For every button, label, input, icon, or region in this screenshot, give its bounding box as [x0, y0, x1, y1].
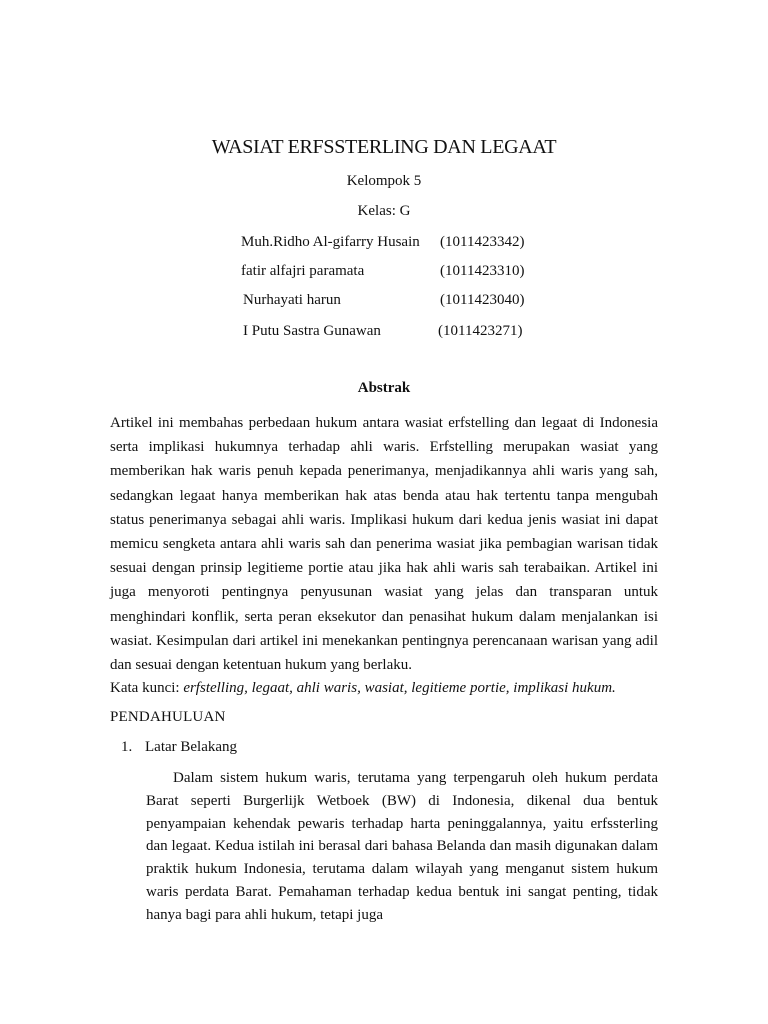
section-heading: PENDAHULUAN — [110, 709, 226, 725]
member-id: (1011423271) — [438, 323, 523, 339]
body-paragraph: Dalam sistem hukum waris, terutama yang terpengaruh oleh hukum perdata Barat seperti Burgerlijk Wetboek (BW) di Indonesia, dikenal dua bentuk penyampaian kehendak pewaris terhadap harta peninggalannya, yaitu erfssterling dan legaat. Kedua istilah ini berasal dari bahasa Belanda dan masih digunakan dalam praktik hukum Indonesia, terutama dalam wilayah yang menganut sistem hukum waris perdata Barat. Pemahaman terhadap kedua bentuk ini sangat penting, tidak hanya bagi para ahli hukum, tetapi juga — [146, 770, 658, 923]
subsection-title: Latar Belakang — [145, 739, 238, 755]
abstract-heading: Abstrak — [357, 380, 411, 396]
member-name: Muh.Ridho Al-gifarry Husain — [241, 234, 420, 250]
member-id: (1011423310) — [440, 263, 525, 279]
document-title: WASIAT ERFSSTERLING DAN LEGAAT — [211, 136, 557, 158]
member-name: fatir alfajri paramata — [241, 263, 365, 279]
keywords-label: Kata kunci: — [110, 680, 180, 696]
abstract-text: Artikel ini membahas perbedaan hukum antara wasiat erfstelling dan legaat di Indonesia serta implikasi hukumnya terhadap ahli waris. Erfstelling merupakan wasiat yang memberikan hak waris penuh kepada penerimanya, menjadikannya ahli waris yang sah, sedangkan legaat hanya memberikan hak atas benda atau hak tertentu tanpa mengubah status penerimanya sebagai ahli waris. Implikasi hukum dari kedua jenis wasiat ini dapat memicu sengketa antara ahli waris sah dan penerima wasiat jika pembagian warisan tidak sesuai dengan prinsip legitieme portie atau jika hak ahli waris sah terabaikan. Artikel ini juga menyoroti pentingnya penyusunan wasiat yang jelas dan transparan untuk menghindari konflik, serta peran eksekutor dan penasihat hukum dalam menjalankan isi wasiat. Kesimpulan dari artikel ini menekankan pentingnya perencanaan warisan yang adil dan sesuai dengan ketentuan hukum yang berlaku. — [110, 415, 658, 674]
member-id: (1011423342) — [440, 234, 525, 250]
member-name: Nurhayati harun — [243, 292, 341, 308]
subsection-heading — [121, 739, 237, 756]
subsection-number: 1. — [121, 739, 133, 755]
class-label: Kelas: G — [357, 203, 411, 219]
group-label: Kelompok 5 — [346, 173, 422, 189]
member-name: I Putu Sastra Gunawan — [243, 323, 381, 339]
keywords-list: erfstelling, legaat, ahli waris, wasiat, legitieme portie, implikasi hukum. — [183, 680, 616, 696]
keywords-line — [110, 680, 670, 697]
member-id: (1011423040) — [440, 292, 525, 308]
